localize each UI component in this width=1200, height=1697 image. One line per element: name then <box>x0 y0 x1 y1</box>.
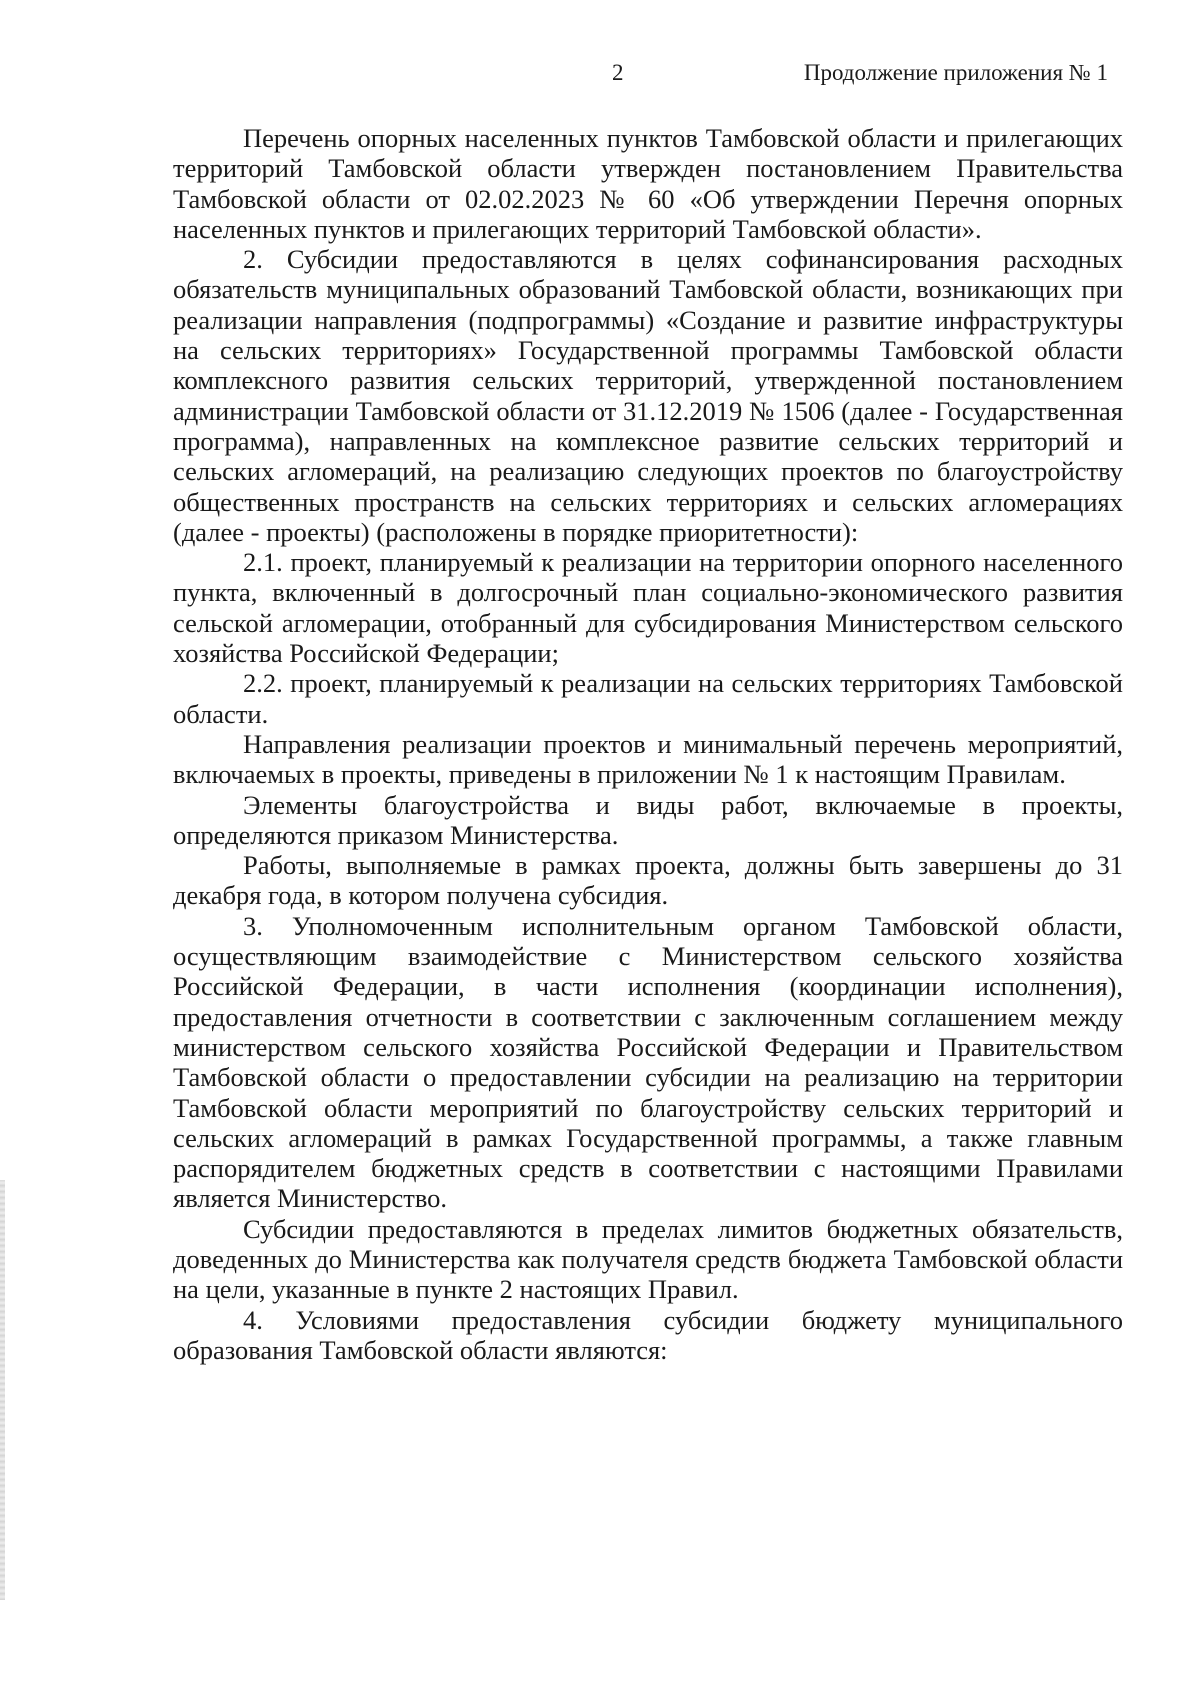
paragraph-item-2-1: 2.1. проект, планируемый к реализации на территории опорного населенного пункта, включенный в долгосрочный план социально-экономического развития сельской агломерации, отобранный для субсидирования Министерством сельского хозяйства Российской Федерации; <box>173 547 1123 669</box>
scan-edge-artifact <box>0 1180 5 1600</box>
paragraph-item-4: 4. Условиями предоставления субсидии бюджету муниципального образования Тамбовской области являются: <box>173 1304 1123 1365</box>
paragraph-directions: Направления реализации проектов и минимальный перечень мероприятий, включаемых в проекты, приведены в приложении № 1 к настоящим Правилам. <box>173 728 1123 790</box>
paragraph-deadline: Работы, выполняемые в рамках проекта, должны быть завершены до 31 декабря года, в котором получена субсидия. <box>173 850 1123 911</box>
paragraph-item-2-2: 2.2. проект, планируемый к реализации на сельских территориях Тамбовской области. <box>173 668 1123 729</box>
paragraph-item-2: 2. Субсидии предоставляются в целях софинансирования расходных обязательств муниципальных образований Тамбовской области, возникающих при реализации направления (подпрограммы) «Создание и развитие инфраструктуры на сельских территориях» Государственной программы Тамбовской области комплексного развития сельских территорий, утвержденной постановлением администрации Тамбовской области от 31.12.2019 № 1506 (далее - Государственная программа), направленных на комплексное развитие сельских территорий и сельских агломераций, на реализацию следующих проектов по благоустройству общественных пространств на сельских территориях и сельских агломерациях (далее - проекты) (расположены в порядке приоритетности): <box>173 244 1123 547</box>
document-body <box>173 123 1123 1365</box>
paragraph-reference-list: Перечень опорных населенных пунктов Тамбовской области и прилегающих территорий Тамбовской области утвержден постановлением Правительства Тамбовской области от 02.02.2023 № 60 «Об утверждении Перечня опорных населенных пунктов и прилегающих территорий Тамбовской области». <box>173 123 1123 244</box>
paragraph-item-3: 3. Уполномоченным исполнительным органом Тамбовской области, осуществляющим взаимодействие с Министерством сельского хозяйства Российской Федерации, в части исполнения (координации исполнения), предоставления отчетности в соответствии с заключенным соглашением между министерством сельского хозяйства Российской Федерации и Правительством Тамбовской области о предоставлении субсидии на реализацию на территории Тамбовской области мероприятий по благоустройству сельских территорий и сельских агломераций в рамках Государственной программы, а также главным распорядителем бюджетных средств в соответствии с настоящими Правилами является Министерство. <box>173 910 1123 1214</box>
paragraph-limits: Субсидии предоставляются в пределах лимитов бюджетных обязательств, доведенных до Министерства как получателя средств бюджета Тамбовской области на цели, указанные в пункте 2 настоящих Правил. <box>173 1213 1123 1305</box>
paragraph-elements: Элементы благоустройства и виды работ, включаемые в проекты, определяются приказом Министерства. <box>173 789 1123 850</box>
running-header: Продолжение приложения № 1 <box>803 60 1108 85</box>
page-number: 2 <box>612 60 624 85</box>
